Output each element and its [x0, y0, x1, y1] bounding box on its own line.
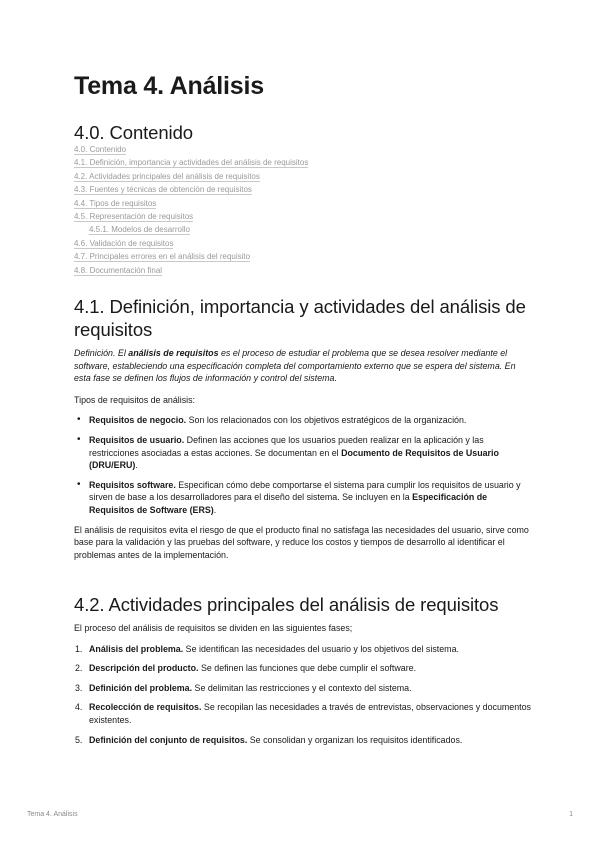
bullet-icon: •: [77, 414, 81, 426]
toc-link-4-7[interactable]: 4.7. Principales errores en el análisis del requisito: [74, 252, 251, 262]
list-item: [74, 414, 534, 427]
definition-prefix: Definición. El: [74, 348, 129, 358]
item-label: Requisitos software.: [89, 479, 176, 490]
footer-title: Tema 4. Análisis: [27, 811, 78, 818]
page-footer: [27, 811, 573, 818]
section-4-2: [74, 593, 534, 753]
step-number: 4.: [75, 702, 83, 713]
toc-link-4-6[interactable]: 4.6. Validación de requisitos: [74, 238, 174, 248]
step-number: 5.: [75, 734, 83, 745]
toc-heading: 4.0. Contenido: [74, 122, 193, 143]
step-label: Definición del problema.: [89, 682, 193, 693]
phases-intro: El proceso del análisis de requisitos se dividen en las siguientes fases;: [74, 623, 353, 633]
page-number: 1: [569, 811, 573, 818]
table-of-contents: [74, 143, 308, 277]
toc-link-4-5-1[interactable]: 4.5.1. Modelos de desarrollo: [89, 225, 190, 235]
list-item: [74, 479, 534, 517]
types-intro: Tipos de requisitos de análisis:: [74, 394, 196, 405]
step-label: Análisis del problema.: [89, 643, 184, 654]
section-4-1: [74, 295, 534, 561]
closing-paragraph: El análisis de requisitos evita el riesgo de que el producto final no satisfaga las necesidades del usuario, sirve como base para la validación y las pruebas del software, y reduce los costos y tiempos de desarrollo al identificar el problemas antes de la implementación.: [74, 524, 529, 560]
toc-link-4-8[interactable]: 4.8. Documentación final: [74, 265, 163, 275]
step-text: Se delimitan las restricciones y el contexto del sistema.: [192, 682, 412, 693]
step-text: Se definen las funciones que debe cumplir el software.: [198, 663, 417, 674]
step-text: Se recopilan las necesidades a través de entrevistas, observaciones y documentos existentes.: [89, 702, 531, 725]
step-text: Se consolidan y organizan los requisitos identificados.: [247, 734, 463, 745]
list-item: [74, 701, 534, 726]
step-text: Se identifican las necesidades del usuario y los objetivos del sistema.: [183, 643, 459, 654]
list-item: [74, 643, 534, 656]
item-end: .: [135, 460, 138, 471]
item-document: Documento de Requisitos de Usuario (DRU/ERU): [89, 447, 499, 471]
item-label: Requisitos de usuario.: [89, 434, 185, 445]
list-item: [74, 682, 534, 695]
definition-term: análisis de requisitos: [128, 348, 219, 358]
item-label: Requisitos de negocio.: [89, 415, 187, 426]
phases-list: [74, 643, 534, 747]
toc-link-4-2[interactable]: 4.2. Actividades principales del análisis de requisitos: [74, 171, 260, 181]
item-document: Especificación de Requisitos de Software (ERS): [89, 492, 488, 515]
toc-link-4-0[interactable]: 4.0. Contenido: [74, 145, 127, 154]
list-item: [74, 662, 534, 675]
definition-text: es el proceso de estudiar el problema que se desea resolver mediante el software, estableciendo una especificación completa del comportamiento externo que se espera del sistema. En esta fase se definen los flujos de información y control del sistema.: [74, 348, 516, 384]
toc-link-4-5[interactable]: 4.5. Representación de requisitos: [74, 212, 194, 222]
toc-link-4-1[interactable]: 4.1. Definición, importancia y actividades del análisis de requisitos: [74, 158, 309, 168]
step-label: Descripción del producto.: [89, 663, 199, 674]
toc-link-4-3[interactable]: 4.3. Fuentes y técnicas de obtención de requisitos: [74, 185, 252, 195]
list-item: [74, 434, 534, 472]
page-title: Tema 4. Análisis: [74, 72, 264, 100]
item-text: Definen las acciones que los usuarios pueden realizar en la aplicación y las restricciones asociadas a estas acciones. Se documentan en el: [89, 434, 484, 458]
bullet-icon: •: [77, 478, 81, 490]
section-4-1-heading: 4.1. Definición, importancia y actividades del análisis de requisitos: [74, 296, 526, 340]
item-end: .: [213, 504, 217, 515]
step-number: 3.: [75, 682, 83, 693]
section-4-2-heading: 4.2. Actividades principales del análisis de requisitos: [74, 594, 499, 615]
item-text: Especifican cómo debe comportarse el sistema para cumplir los requisitos de usuario y sirven de base a los desarrolladores para el diseño del sistema. Se incluyen en la: [89, 479, 521, 503]
toc-link-4-4[interactable]: 4.4. Tipos de requisitos: [74, 198, 157, 208]
bullet-icon: •: [77, 433, 81, 445]
step-label: Definición del conjunto de requisitos.: [89, 734, 248, 745]
step-number: 2.: [75, 663, 83, 674]
definition-paragraph: [74, 347, 534, 385]
step-number: 1.: [75, 643, 83, 654]
step-label: Recolección de requisitos.: [89, 702, 202, 713]
requirement-types-list: [74, 414, 534, 516]
item-text: Son los relacionados con los objetivos estratégicos de la organización.: [186, 415, 467, 426]
list-item: [74, 734, 534, 747]
